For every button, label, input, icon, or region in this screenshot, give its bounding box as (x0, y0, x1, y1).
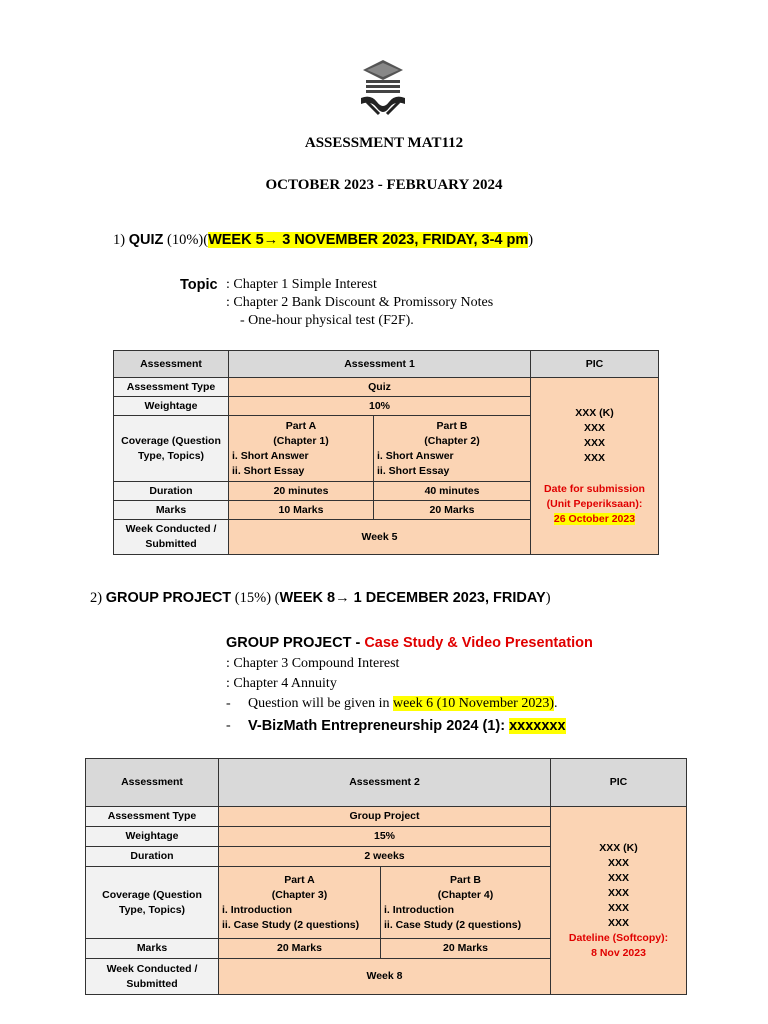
label-type: Assessment Type (86, 807, 219, 827)
label-coverage: Coverage (Question Type, Topics) (86, 867, 219, 939)
marks-a: 20 Marks (219, 939, 381, 959)
dash-bullet: - (226, 718, 231, 733)
project-heading: 2) GROUP PROJECT (15%) (WEEK 8→ 1 DECEMBER 2023, FRIDAY) (90, 590, 551, 606)
coverage-part-b: Part B (Chapter 2) i. Short Answer ii. Short Essay (374, 416, 531, 482)
coverage-part-a: Part A (Chapter 3) i. Introduction ii. Case Study (2 questions) (219, 867, 381, 939)
semester-title: OCTOBER 2023 - FEBRUARY 2024 (265, 177, 503, 193)
value-week: Week 8 (219, 959, 551, 995)
label-marks: Marks (86, 939, 219, 959)
page-title: ASSESSMENT MAT112 (304, 135, 464, 151)
topic-line: : Chapter 1 Simple Interest (226, 277, 377, 292)
assessment2-table (85, 758, 687, 995)
duration-a: 20 minutes (229, 482, 374, 501)
value-week: Week 5 (229, 520, 531, 555)
header-assessment: Assessment (114, 351, 229, 378)
dash-bullet: - (226, 696, 231, 711)
submission-date: 26 October 2023 (553, 512, 636, 525)
label-week: Week Conducted / Submitted (114, 520, 229, 555)
label-weightage: Weightage (86, 827, 219, 847)
label-duration: Duration (86, 847, 219, 867)
header-assessment2: Assessment 2 (219, 759, 551, 807)
label-weightage: Weightage (114, 397, 229, 416)
dateline-date: 8 Nov 2023 (591, 946, 646, 959)
topic-line: : Chapter 2 Bank Discount & Promissory Notes (226, 295, 494, 310)
value-weightage: 15% (219, 827, 551, 847)
marks-b: 20 Marks (374, 501, 531, 520)
assessment1-table (113, 350, 659, 555)
marks-b: 20 Marks (381, 939, 551, 959)
label-duration: Duration (114, 482, 229, 501)
coverage-part-b: Part B (Chapter 4) i. Introduction ii. Case Study (2 questions) (381, 867, 551, 939)
header-pic: PIC (531, 351, 659, 378)
value-weightage: 10% (229, 397, 531, 416)
header-assessment1: Assessment 1 (229, 351, 531, 378)
question-line: Question will be given in week 6 (10 November 2023). (248, 696, 558, 711)
project-line: : Chapter 3 Compound Interest (226, 656, 400, 671)
marks-a: 10 Marks (229, 501, 374, 520)
label-week: Week Conducted / Submitted (86, 959, 219, 995)
pic-cell: XXX (K) XXX XXX XXX Date for submission (Unit Peperiksaan): 26 October 2023 (531, 378, 659, 555)
label-type: Assessment Type (114, 378, 229, 397)
pic-cell: XXX (K) XXX XXX XXX XXX XXX Dateline (Softcopy): 8 Nov 2023 (551, 807, 687, 995)
value-duration: 2 weeks (219, 847, 551, 867)
value-type: Quiz (229, 378, 531, 397)
university-logo (357, 58, 409, 118)
topic-line: - One-hour physical test (F2F). (240, 313, 414, 328)
project-line: : Chapter 4 Annuity (226, 676, 337, 691)
header-assessment: Assessment (86, 759, 219, 807)
project-subheading: GROUP PROJECT - Case Study & Video Presentation (226, 635, 593, 651)
vbizmath-line: V-BizMath Entrepreneurship 2024 (1): xxxxxxx (248, 718, 566, 734)
value-type: Group Project (219, 807, 551, 827)
quiz-heading: 1) QUIZ (10%)(WEEK 5→ 3 NOVEMBER 2023, FRIDAY, 3-4 pm) (113, 232, 534, 248)
label-marks: Marks (114, 501, 229, 520)
topic-label: Topic (180, 277, 218, 293)
header-pic: PIC (551, 759, 687, 807)
duration-b: 40 minutes (374, 482, 531, 501)
coverage-part-a: Part A (Chapter 1) i. Short Answer ii. Short Essay (229, 416, 374, 482)
label-coverage: Coverage (Question Type, Topics) (114, 416, 229, 482)
